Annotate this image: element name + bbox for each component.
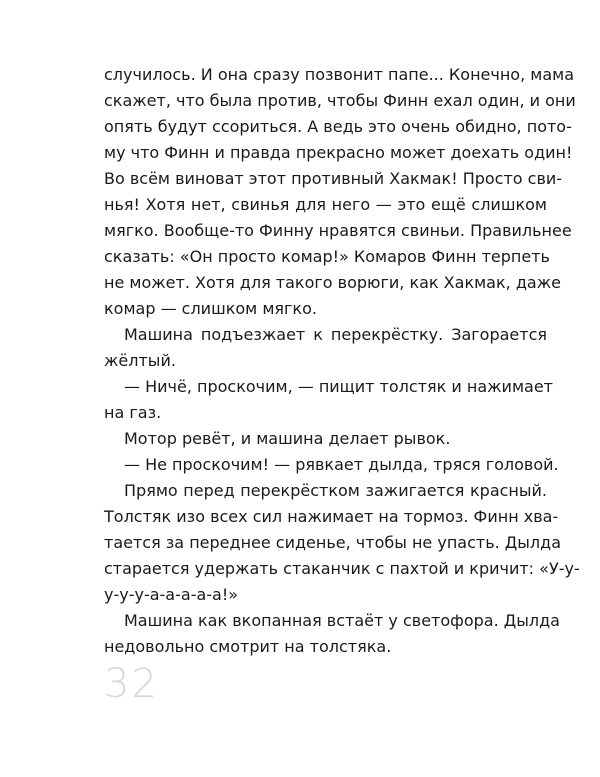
text-line: скажет, что была против, чтобы Финн ехал один, и они — [104, 91, 576, 110]
text-line: у-у-у-а-а-а-а-а!» — [104, 585, 239, 604]
text-line: — Ничё, проскочим, — пищит толстяк и нажимает — [124, 377, 553, 396]
text-line: Машина подъезжает к перекрёстку. Загорается — [124, 325, 547, 344]
paragraph — [104, 452, 559, 478]
text-line: Толстяк изо всех сил нажимает на тормоз. Финн хва- — [104, 507, 559, 526]
text-line: случилось. И она сразу позвонит папе... Конечно, мама — [104, 65, 575, 84]
paragraph — [104, 374, 553, 426]
paragraph — [104, 62, 576, 322]
text-line: на газ. — [104, 403, 162, 422]
text-line: мягко. Вообще-то Финну нравятся свиньи. Правильнее — [104, 221, 572, 240]
text-line: — Не проскочим! — рявкает дылда, тряся головой. — [124, 455, 559, 474]
text-line: опять будут ссориться. А ведь это очень обидно, пото- — [104, 117, 572, 136]
paragraph — [104, 322, 547, 374]
text-line: нья! Хотя нет, свинья для него — это ещё слишком — [104, 195, 547, 214]
text-line: Во всём виноват этот противный Хакмак! Просто сви- — [104, 169, 563, 188]
body-text — [104, 62, 580, 660]
text-line: Мотор ревёт, и машина делает рывок. — [124, 429, 451, 448]
text-line: сказать: «Он просто комар!» Комаров Финн терпеть — [104, 247, 550, 266]
paragraph — [104, 608, 560, 660]
text-line: недовольно смотрит на толстяка. — [104, 637, 392, 656]
paragraph — [104, 426, 547, 452]
page-number: 32 — [104, 661, 159, 707]
text-line: Прямо перед перекрёстком зажигается красный. — [124, 481, 547, 500]
text-line: жёлтый. — [104, 351, 176, 370]
text-line: тается за переднее сиденье, чтобы не упасть. Дылда — [104, 533, 562, 552]
text-line: комар — слишком мягко. — [104, 299, 317, 318]
text-line: не может. Хотя для такого ворюги, как Хакмак, даже — [104, 273, 561, 292]
text-line: му что Финн и правда прекрасно может доехать один! — [104, 143, 573, 162]
text-line: Машина как вкопанная встаёт у светофора. Дылда — [124, 611, 560, 630]
paragraph — [104, 478, 580, 608]
text-line: старается удержать стаканчик с пахтой и кричит: «У-у- — [104, 559, 580, 578]
